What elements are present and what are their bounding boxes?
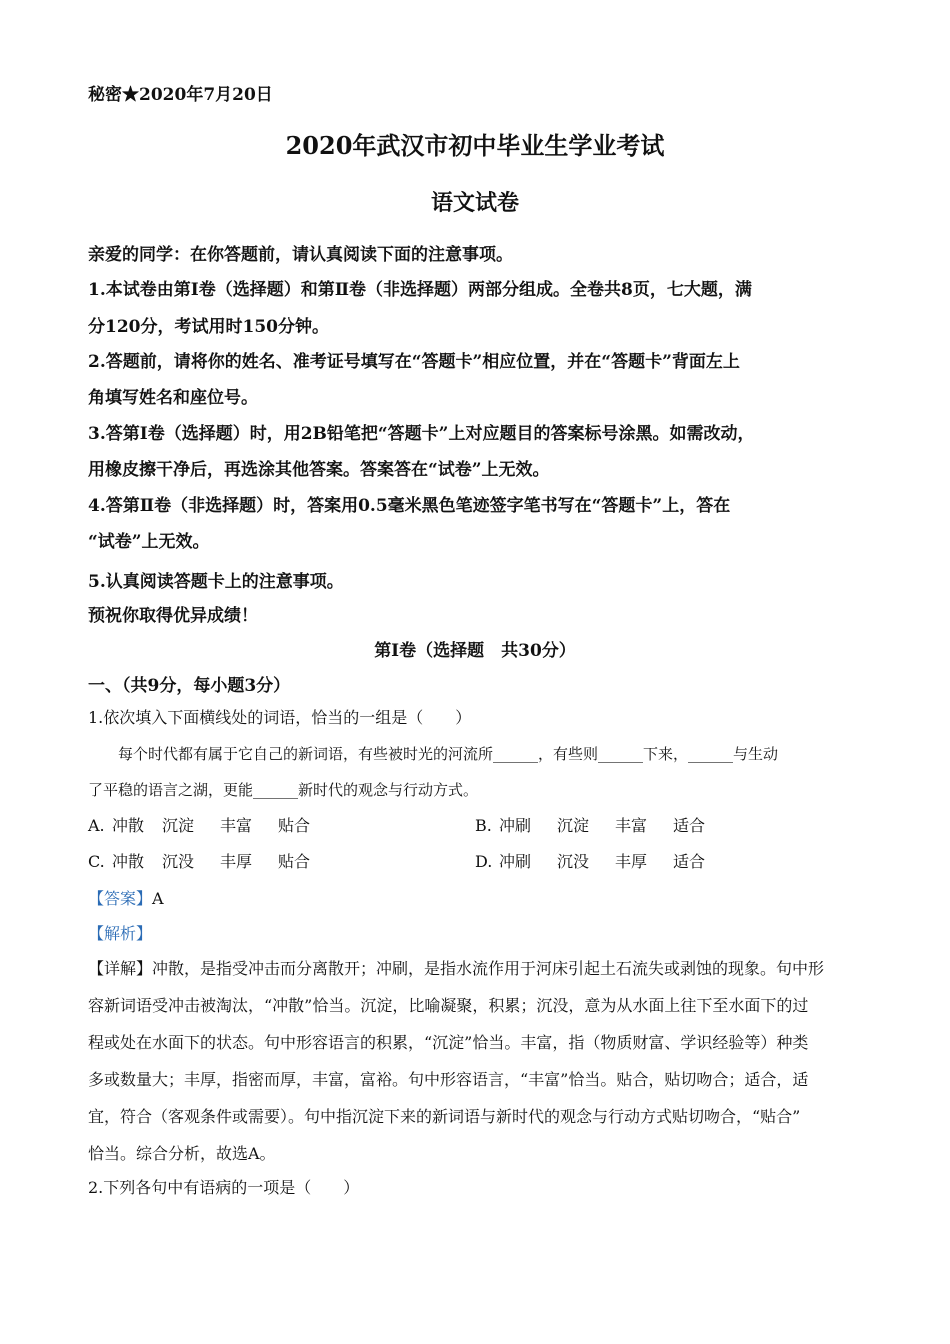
answer-tag: 【答案】 xyxy=(88,889,153,908)
notice-item-1: 1.本试卷由第Ⅰ卷（选择题）和第Ⅱ卷（非选择题）两部分组成。全卷共8页，七大题，满 xyxy=(88,280,752,300)
passage-line: 了平稳的语言之湖，更能______新时代的观念与行动方式。 xyxy=(88,781,479,799)
notice-item-2: 2.答题前，请将你的姓名、准考证号填写在“答题卡”相应位置，并在“答题卡”背面左上 xyxy=(88,352,740,372)
notice-item-4-cont: “试卷”上无效。 xyxy=(88,532,210,552)
detail-line: 容新词语受冲击被淘汰，“冲散”恰当。沉淀，比喻凝聚，积累；沉没，意为从水面上往下至水面下的过 xyxy=(88,996,809,1015)
detail-tag: 【详解】 xyxy=(88,959,153,978)
answer-line xyxy=(88,886,164,909)
passage-line: 每个时代都有属于它自己的新词语，有些被时光的河流所______，有些则______下来，______与生动 xyxy=(118,745,779,763)
notice-item-3: 3.答第Ⅰ卷（选择题）时，用2B铅笔把“答题卡”上对应题目的答案标号涂黑。如需改动， xyxy=(88,424,755,444)
notice-item-5: 5.认真阅读答题卡上的注意事项。 xyxy=(88,572,344,592)
notice-wish: 预祝你取得优异成绩！ xyxy=(88,606,258,626)
option-b[interactable]: B. 冲刷 沉淀 丰富 适合 xyxy=(475,816,706,835)
question-stem: 1.依次填入下面横线处的词语，恰当的一组是（ ） xyxy=(88,708,472,727)
notice-item-4: 4.答第Ⅱ卷（非选择题）时，答案用0.5毫米黑色笔迹签字笔书写在“答题卡”上，答在 xyxy=(88,496,731,516)
exam-subtitle: 语文试卷 xyxy=(430,190,519,216)
detail-line: 宜，符合（客观条件或需要）。句中指沉淀下来的新词语与新时代的观念与行动方式贴切吻合，“贴合” xyxy=(88,1107,801,1126)
answer-value: A xyxy=(152,889,164,908)
detail-line: 程或处在水面下的状态。句中形容语言的积累，“沉淀”恰当。丰富，指（物质财富、学识经验等）种类 xyxy=(88,1033,809,1052)
notice-item-2-cont: 角填写姓名和座位号。 xyxy=(88,388,258,408)
detail-line: 多或数量大；丰厚，指密而厚，丰富，富裕。句中形容语言，“丰富”恰当。贴合，贴切吻合；适合，适 xyxy=(88,1070,809,1089)
notice-item-3-cont: 用橡皮擦干净后，再选涂其他答案。答案答在“试卷”上无效。 xyxy=(88,460,550,480)
notice-item-1-cont: 分120分，考试用时150分钟。 xyxy=(88,317,329,337)
section-title: 第Ⅰ卷（选择题 共30分） xyxy=(374,641,576,661)
part-heading: 一、（共9分，每小题3分） xyxy=(88,676,291,696)
secret-date: 秘密★2020年7月20日 xyxy=(88,85,273,105)
question-2-stem: 2.下列各句中有语病的一项是（ ） xyxy=(88,1178,360,1197)
notice-greeting: 亲爱的同学：在你答题前，请认真阅读下面的注意事项。 xyxy=(88,245,513,265)
exam-title: 2020年武汉市初中毕业生学业考试 xyxy=(285,131,665,160)
option-a[interactable]: A. 冲散 沉淀 丰富 贴合 xyxy=(88,816,311,835)
detail-line: 【详解】冲散，是指受冲击而分离散开；冲刷，是指水流作用于河床引起土石流失或剥蚀的现象。句中形 xyxy=(88,959,825,978)
option-c[interactable]: C. 冲散 沉没 丰厚 贴合 xyxy=(88,852,311,871)
detail-line: 恰当。综合分析，故选A。 xyxy=(88,1144,276,1163)
option-d[interactable]: D. 冲刷 沉没 丰厚 适合 xyxy=(475,852,706,871)
analysis-tag: 【解析】 xyxy=(88,924,153,943)
